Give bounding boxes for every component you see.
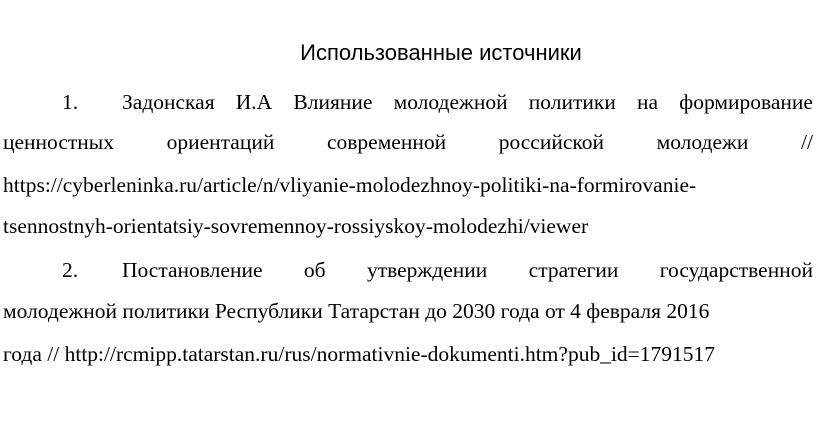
word: Влияние: [293, 90, 373, 114]
word: стратегии: [528, 258, 619, 282]
page-title: Использованные источники: [300, 40, 582, 65]
word: молодежной: [393, 90, 508, 114]
reference-2-line-3[interactable]: года // http://rcmipp.tatarstan.ru/rus/normativnie-dokumenti.htm?pub_id=1791517: [3, 342, 716, 366]
reference-1-number: 1.: [62, 90, 79, 114]
reference-2-line-1: [3, 254, 813, 286]
word: молодежи: [656, 130, 749, 154]
word: политики: [528, 90, 616, 114]
word: государственной: [659, 258, 813, 282]
reference-2-number: 2.: [62, 258, 79, 282]
word: утверждении: [366, 258, 488, 282]
reference-2-line-2: молодежной политики Республики Татарстан до 2030 года от 4 февраля 2016: [3, 299, 710, 323]
reference-1-line-1: [3, 86, 813, 118]
word: российской: [498, 130, 605, 154]
word: Постановление: [122, 258, 263, 282]
word: формирование: [679, 90, 813, 114]
word: ориентаций: [166, 130, 275, 154]
word: //: [800, 130, 813, 154]
reference-1-url-part-1[interactable]: https://cyberleninka.ru/article/n/vliyanie-molodezhnoy-politiki-na-formirovanie-: [3, 173, 697, 197]
reference-1-title-start: [122, 86, 813, 118]
word: на: [637, 90, 659, 114]
word: И.А: [235, 90, 273, 114]
word: ценностных: [3, 130, 114, 154]
word: Задонская: [122, 90, 215, 114]
word: современной: [326, 130, 447, 154]
word: об: [303, 258, 326, 282]
reference-1-line-2: [3, 126, 813, 158]
reference-1-url-part-2[interactable]: tsennostnyh-orientatsiy-sovremennoy-rossiyskoy-molodezhi/viewer: [3, 214, 589, 238]
reference-1-lead: [3, 86, 122, 118]
reference-2-lead: [3, 254, 122, 286]
reference-2-title-start: [122, 254, 813, 286]
